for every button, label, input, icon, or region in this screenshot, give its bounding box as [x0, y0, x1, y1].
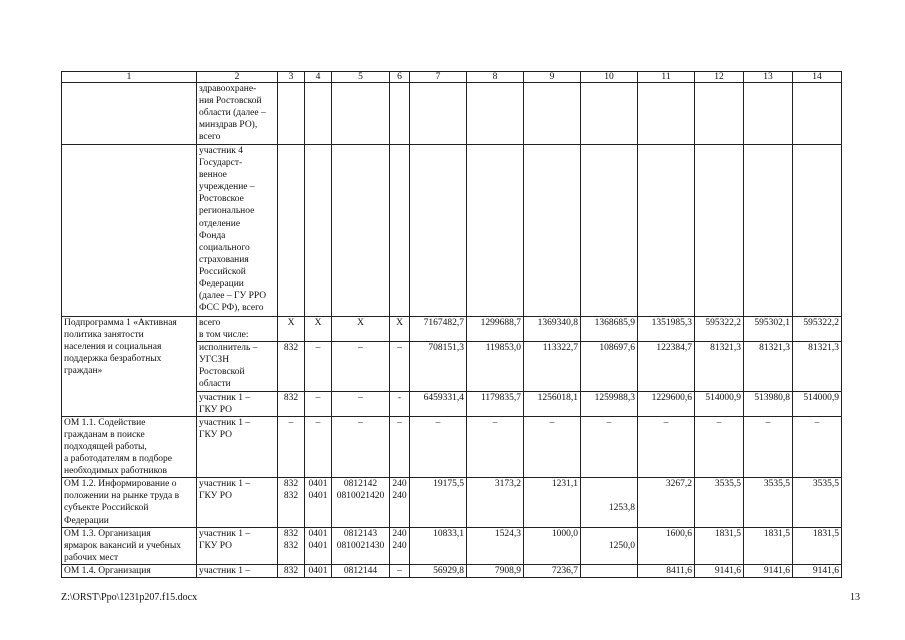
table-cell: – — [390, 416, 410, 477]
table-cell: – — [695, 416, 744, 477]
table-cell: 1259988,3 — [581, 391, 638, 416]
table-cell: 1256018,1 — [524, 391, 581, 416]
table-cell: 0812144 — [332, 564, 390, 577]
table-cell: 1524,3 — [467, 527, 524, 564]
table-cell: 7167482,7 — [410, 317, 467, 342]
table-row — [62, 416, 842, 477]
table-cell: 1000,0 — [524, 527, 581, 564]
table-cell: 122384,7 — [638, 342, 695, 391]
table-cell: X — [278, 317, 305, 342]
header-cell: 9 — [524, 72, 581, 83]
table-cell: 240 240 — [390, 478, 410, 527]
header-cell: 4 — [305, 72, 332, 83]
table-row — [62, 317, 842, 342]
table-cell: 19175,5 — [410, 478, 467, 527]
table-cell: 1600,6 — [638, 527, 695, 564]
table-cell — [332, 83, 390, 145]
table-row — [62, 527, 842, 564]
table-cell — [62, 83, 197, 145]
table-cell: 708151,3 — [410, 342, 467, 391]
table-cell: 832 — [278, 564, 305, 577]
table-cell: - — [390, 391, 410, 416]
header-cell: 5 — [332, 72, 390, 83]
table-cell — [744, 145, 793, 317]
table-cell: 0401 — [305, 564, 332, 577]
table-row — [62, 145, 842, 317]
subprogram-title: Подпрограмма 1 «Активная политика занятости населения и социальная поддержка безработных граждан» — [62, 317, 197, 417]
table-cell: всего в том числе: — [197, 317, 278, 342]
table-cell: – — [332, 391, 390, 416]
table-cell: – — [410, 416, 467, 477]
table-cell — [793, 145, 842, 317]
table-cell — [695, 145, 744, 317]
table-row — [62, 564, 842, 577]
table-cell: ОМ 1.2. Информирование о положении на рынке труда в субъекте Российской Федерации — [62, 478, 197, 527]
page-number: 13 — [850, 592, 860, 603]
table-cell: – — [305, 391, 332, 416]
table-cell: 6459331,4 — [410, 391, 467, 416]
table-cell: – — [305, 416, 332, 477]
table-cell: 3535,5 — [744, 478, 793, 527]
table-cell: – — [278, 416, 305, 477]
table-cell: 56929,8 — [410, 564, 467, 577]
footer-file-path: Z:\ORST\Ppo\1231p207.f15.docx — [61, 592, 198, 603]
table-cell — [390, 83, 410, 145]
table-cell: 832 — [278, 391, 305, 416]
table-cell — [581, 564, 638, 577]
header-cell: 1 — [62, 72, 197, 83]
table-cell: 832 — [278, 342, 305, 391]
table-cell — [638, 83, 695, 145]
table-cell — [524, 145, 581, 317]
table-cell: здравоохране- ния Ростовской области (далее – минздрав РО), всего — [197, 83, 278, 145]
table-cell — [278, 145, 305, 317]
table-cell: – — [793, 416, 842, 477]
header-cell: 2 — [197, 72, 278, 83]
table-cell: 514000,9 — [793, 391, 842, 416]
table-cell: 81321,3 — [744, 342, 793, 391]
table-cell: 1369340,8 — [524, 317, 581, 342]
table-cell: 9141,6 — [744, 564, 793, 577]
table-cell: – — [744, 416, 793, 477]
table-cell: участник 1 – ГКУ РО — [197, 527, 278, 564]
table-cell: 595322,2 — [793, 317, 842, 342]
table-cell: 1831,5 — [793, 527, 842, 564]
data-table — [61, 71, 842, 578]
table-cell: ОМ 1.3. Организация ярмарок вакансий и учебных рабочих мест — [62, 527, 197, 564]
table-cell: участник 1 – ГКУ РО — [197, 416, 278, 477]
table-cell — [332, 145, 390, 317]
table-cell: 7908,9 — [467, 564, 524, 577]
table-cell: 1299688,7 — [467, 317, 524, 342]
header-cell: 14 — [793, 72, 842, 83]
table-cell — [278, 83, 305, 145]
table-cell — [467, 145, 524, 317]
table-cell: 81321,3 — [793, 342, 842, 391]
table-cell: участник 1 – — [197, 564, 278, 577]
table-cell — [305, 83, 332, 145]
table-cell: 240 240 — [390, 527, 410, 564]
table-cell: 9141,6 — [695, 564, 744, 577]
table-cell: 7236,7 — [524, 564, 581, 577]
table-cell: 3267,2 — [638, 478, 695, 527]
table-cell: исполнитель – УГСЗН Ростовской области — [197, 342, 278, 391]
table-cell — [410, 145, 467, 317]
table-cell: 10833,1 — [410, 527, 467, 564]
table-cell — [305, 145, 332, 317]
header-row — [62, 72, 842, 83]
header-cell: 13 — [744, 72, 793, 83]
header-cell: 8 — [467, 72, 524, 83]
table-cell: ОМ 1.1. Содействие гражданам в поиске подходящей работы, а работодателям в подборе необходимых работников — [62, 416, 197, 477]
table-cell: 595322,2 — [695, 317, 744, 342]
table-cell: 1231,1 — [524, 478, 581, 527]
table-cell: 0812142 0810021420 — [332, 478, 390, 527]
table-cell: X — [390, 317, 410, 342]
table-cell — [410, 83, 467, 145]
table-cell: участник 1 – ГКУ РО — [197, 391, 278, 416]
table-cell: 3173,2 — [467, 478, 524, 527]
table-cell — [638, 145, 695, 317]
table-cell — [62, 145, 197, 317]
table-cell: участник 1 – ГКУ РО — [197, 478, 278, 527]
table-cell: 514000,9 — [695, 391, 744, 416]
table-cell — [744, 83, 793, 145]
table-cell: 1831,5 — [744, 527, 793, 564]
table-row — [62, 478, 842, 527]
header-cell: 10 — [581, 72, 638, 83]
table-cell: – — [581, 416, 638, 477]
table-cell: – — [638, 416, 695, 477]
table-cell — [390, 145, 410, 317]
table-cell: 832 832 — [278, 527, 305, 564]
table-cell: X — [332, 317, 390, 342]
table-cell — [793, 83, 842, 145]
table-cell: 81321,3 — [695, 342, 744, 391]
table-cell: 108697,6 — [581, 342, 638, 391]
table-cell: 8411,6 — [638, 564, 695, 577]
table-cell: 595302,1 — [744, 317, 793, 342]
table-cell: участник 4 Государст- венное учреждение – Ростовское региональное отделение Фонда социального страхования Российской Федерации (далее – ГУ РРО ФСС РФ), всего — [197, 145, 278, 317]
table-cell — [695, 83, 744, 145]
table-cell: 1229600,6 — [638, 391, 695, 416]
table-cell: 0401 0401 — [305, 478, 332, 527]
table-cell: 832 832 — [278, 478, 305, 527]
table-cell: 113322,7 — [524, 342, 581, 391]
table-cell: 119853,0 — [467, 342, 524, 391]
table-cell: 1368685,9 — [581, 317, 638, 342]
table-cell: – — [467, 416, 524, 477]
table-cell: ОМ 1.4. Организация — [62, 564, 197, 577]
header-cell: 11 — [638, 72, 695, 83]
table-cell: – — [305, 342, 332, 391]
table-cell: 513980,8 — [744, 391, 793, 416]
table-cell — [467, 83, 524, 145]
header-cell: 7 — [410, 72, 467, 83]
table-cell: – — [524, 416, 581, 477]
table-cell: 0812143 0810021430 — [332, 527, 390, 564]
table-cell: X — [305, 317, 332, 342]
table-cell: 1250,0 — [581, 527, 638, 564]
table-cell: 1831,5 — [695, 527, 744, 564]
header-cell: 12 — [695, 72, 744, 83]
table-cell: – — [332, 416, 390, 477]
table-cell: – — [390, 342, 410, 391]
table-cell — [581, 145, 638, 317]
table-cell: 9141,6 — [793, 564, 842, 577]
table-cell: – — [390, 564, 410, 577]
table-cell: 1253,8 — [581, 478, 638, 527]
header-cell: 6 — [390, 72, 410, 83]
table-cell: – — [332, 342, 390, 391]
table-cell: 3535,5 — [793, 478, 842, 527]
header-cell: 3 — [278, 72, 305, 83]
table-cell — [581, 83, 638, 145]
table-cell: 3535,5 — [695, 478, 744, 527]
table-row — [62, 83, 842, 145]
table-cell — [524, 83, 581, 145]
table-cell: 1179835,7 — [467, 391, 524, 416]
table-cell: 1351985,3 — [638, 317, 695, 342]
table-cell: 0401 0401 — [305, 527, 332, 564]
